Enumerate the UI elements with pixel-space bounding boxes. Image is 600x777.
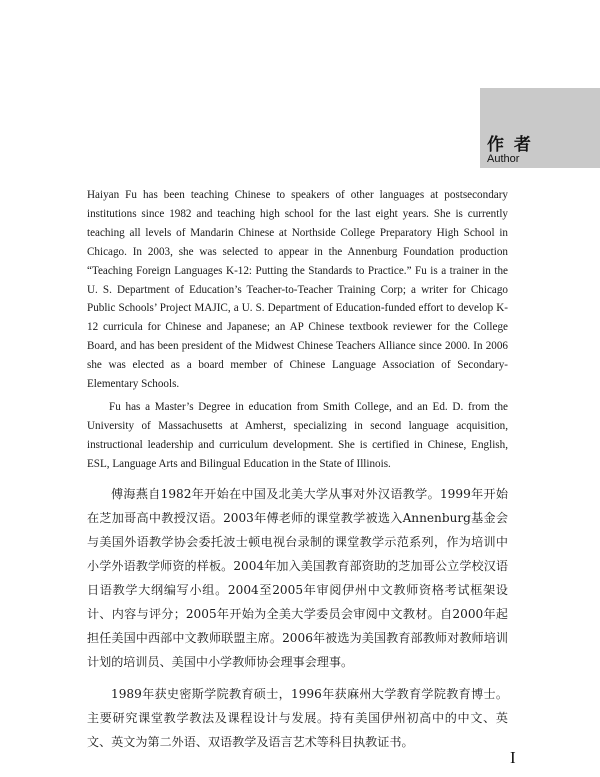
english-paragraph-1: Haiyan Fu has been teaching Chinese to speakers of other languages at postsecondary institutions since 1982 and teaching high school for the last eight years. She is currently teaching all levels of Mandarin Chinese at Northside College Preparatory High School in Chicago. In 2003, she was selected to appear in the Annenburg Foundation production “Teaching Foreign Languages K-12: Putting the Standards to Practice.” Fu is a trainer in the U. S. Department of Education’s Teacher-to-Teacher Training Corp; a writer for Chicago Public Schools’ Project MAJIC, a U. S. Department of Education-funded effort to develop K-12 curricula for Chinese and Japanese; an AP Chinese textbook reviewer for the College Board, and has been president of the Midwest Chinese Teachers Alliance since 2000. In 2006 she was elected as a board member of Chinese Language Association of Secondary-Elementary Schools. — [87, 189, 508, 391]
chinese-paragraph-1: 傅海燕自1982年开始在中国及北美大学从事对外汉语教学。1999年开始在芝加哥高中教授汉语。2003年傅老师的课堂教学被选入Annenburg基金会与美国外语教学协会委托波士顿电视台录制的课堂教学示范系列，作为培训中小学外语教学师资的样板。2004年加入美国教育部资助的芝加哥公立学校汉语日语教学大纲编写小组。2004至2005年审阅伊州中文教师资格考试框架设计、内容与评分；2005年开始为全美大学委员会审阅中文教材。自2000年起担任美国中西部中文教师联盟主席。2006年被选为美国教育部教师对教师培训计划的培训员、美国中小学教师协会理事会理事。 — [87, 486, 508, 669]
english-paragraph-2: Fu has a Master’s Degree in education from Smith College, and an Ed. D. from the University of Massachusetts at Amherst, specializing in second language acquisition, instructional leadership and curriculum development. She is certified in Chinese, English, ESL, Language Arts and Bilingual Education in the State of Illinois. — [87, 400, 508, 470]
chinese-paragraph-2: 1989年获史密斯学院教育硕士，1996年获麻州大学教育学院教育博士。主要研究课堂教学教法及课程设计与发展。持有美国伊州初高中的中文、英文、英文为第二外语、双语教学及语言艺术等科目执教证书。 — [87, 686, 508, 749]
section-title-chinese: 作 者 — [487, 135, 533, 155]
author-bio — [87, 186, 508, 754]
page-number: I — [510, 748, 516, 767]
section-title-english: Author — [487, 153, 520, 165]
